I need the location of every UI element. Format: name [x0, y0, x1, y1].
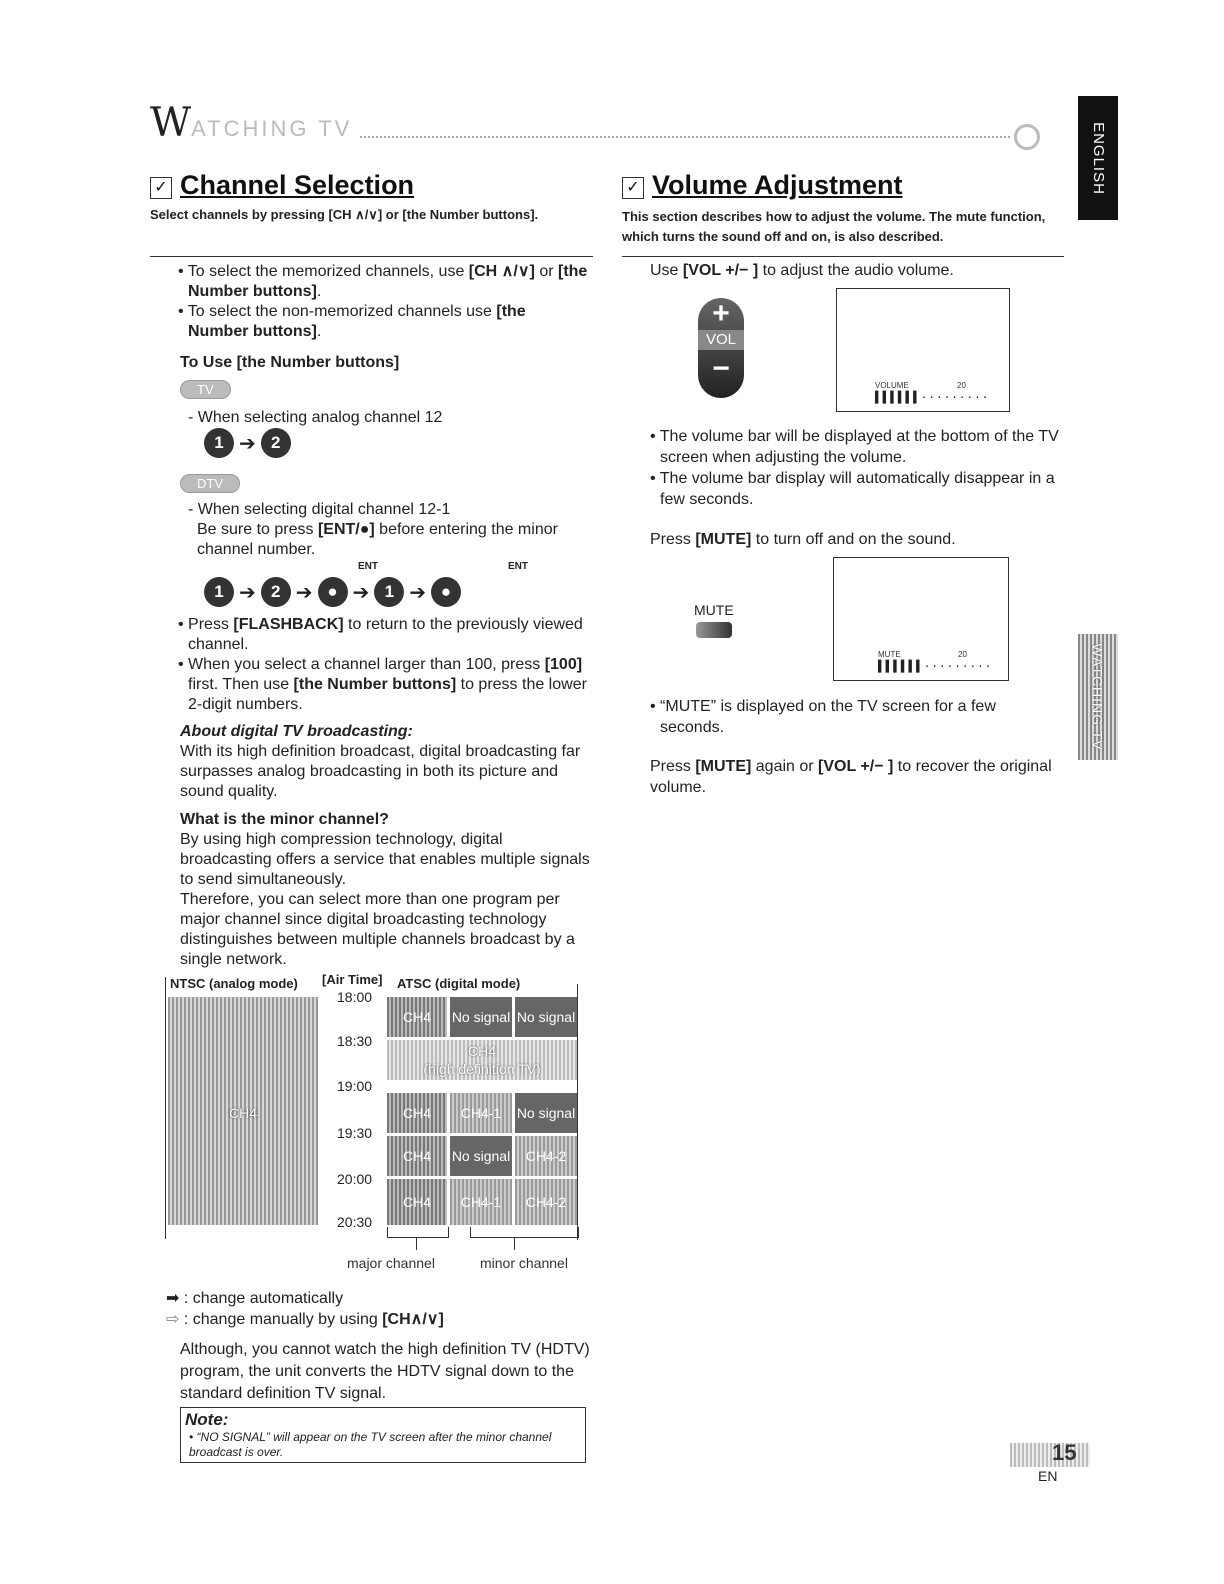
time-label: 20:00	[337, 1171, 373, 1187]
hollow-arrow-icon: ⇨	[166, 1311, 180, 1328]
hd-channel-label: CH4	[467, 1043, 496, 1059]
vol-plus-label: +	[712, 297, 730, 330]
time-label: 19:00	[337, 1078, 373, 1094]
recover-line: Press [MUTE] again or [VOL +/− ] to recover the original volume.	[650, 758, 1052, 796]
digital-row	[387, 1136, 577, 1176]
bullet-non-memorized: • To select the non-memorized channels use [the Number buttons].	[178, 303, 526, 340]
cell-no-signal: No signal	[515, 997, 577, 1037]
minor-channel	[180, 810, 590, 970]
note-title: Note:	[185, 1410, 229, 1429]
time-label: 20:30	[337, 1214, 373, 1230]
hd-description: (high definition TV)	[423, 1061, 541, 1077]
minor-bracket	[470, 1227, 579, 1238]
hdtv-text: Although, you cannot watch the high definition TV (HDTV) program, the unit converts the HDTV signal down to the standard definition TV signal.	[180, 1341, 590, 1402]
bullet-memorized: • To select the memorized channels, use [CH ∧/∨] or [the Number buttons].	[178, 263, 588, 300]
vol-minus-label: −	[712, 352, 730, 385]
solid-arrow-icon: ➡	[166, 1290, 180, 1307]
mute-osd-bar: ▌▌▌▌▌▌·········	[878, 660, 993, 673]
page-number: 15	[1052, 1440, 1077, 1465]
channel-bullets	[178, 262, 588, 342]
digital-instruction	[188, 500, 588, 560]
number-key-icon: 2	[261, 577, 291, 607]
page-title-rest: ATCHING TV	[191, 116, 353, 141]
digital-ent-note: Be sure to press [ENT/●] before entering the minor channel number.	[197, 521, 558, 558]
side-tab-english[interactable]	[1078, 96, 1118, 220]
minor-heading: What is the minor channel?	[180, 811, 389, 828]
mute-osd-label: MUTE	[878, 650, 901, 659]
minor-text-1: By using high compression technology, digital broadcasting offers a service that enables multiple signals to send simultaneously.	[180, 831, 590, 888]
ntsc-label: NTSC (analog mode)	[170, 976, 298, 991]
legend-auto: ➡ : change automatically	[166, 1290, 344, 1307]
bullet-volume-bar: • The volume bar will be displayed at the bottom of the TV screen when adjusting the volume.	[650, 428, 1059, 466]
cell-major: CH4	[387, 1093, 447, 1133]
cell-minor: CH4-2	[515, 1136, 577, 1176]
cell-no-signal: No signal	[450, 997, 512, 1037]
volume-heading-text: Volume Adjustment	[652, 170, 903, 200]
bullet-volume-disappear: • The volume bar display will automatically disappear in a few seconds.	[650, 470, 1055, 508]
checkbox-icon: ✓	[150, 177, 172, 199]
mute-button-label: MUTE	[694, 602, 734, 618]
arrow-icon: ➔	[239, 581, 256, 604]
cell-minor: CH4-1	[450, 1093, 512, 1133]
title-dotted-rule	[360, 136, 1010, 138]
volume-subtitle: This section describes how to adjust the volume. The mute function, which turns the sound off and on, is also described.	[622, 209, 1046, 244]
side-tab-english-label: ENGLISH	[1089, 121, 1107, 195]
checkbox-icon: ✓	[622, 177, 644, 199]
arrow-icon: ➔	[295, 581, 313, 604]
cell-major: CH4	[387, 1179, 447, 1225]
about-digital	[180, 722, 590, 802]
major-channel-label: major channel	[347, 1255, 435, 1271]
ent-label: ENT	[358, 561, 378, 572]
digital-row	[387, 1093, 577, 1133]
about-heading: About digital TV broadcasting:	[180, 723, 413, 740]
arrow-icon: ➔	[239, 432, 256, 455]
volume-bullets	[650, 426, 1064, 510]
digital-key-sequence	[204, 577, 461, 607]
mute-osd-screen	[833, 557, 1009, 681]
number-buttons-heading: To Use [the Number buttons]	[180, 354, 400, 371]
side-tab-watching-label: WATCHING TV	[1090, 643, 1106, 751]
volume-section-header	[622, 170, 1064, 247]
arrow-icon: ➔	[409, 581, 427, 604]
side-tab-watching[interactable]	[1078, 634, 1118, 760]
volume-divider	[622, 256, 1064, 257]
digital-row	[387, 1179, 577, 1225]
cell-minor: CH4-1	[450, 1179, 512, 1225]
cell-no-signal: No signal	[515, 1093, 577, 1133]
analog-key-sequence	[204, 428, 291, 458]
mute-button-icon	[696, 622, 732, 638]
channel-subtitle: Select channels by pressing [CH ∧/∨] or [the Number buttons].	[150, 207, 539, 222]
volume-osd-value: 20	[957, 381, 966, 390]
number-key-icon: 1	[204, 577, 234, 607]
hd-row	[387, 1040, 577, 1080]
number-key-icon: 1	[374, 577, 404, 607]
bullet-hundred: • When you select a channel larger than 100, press [100] first. Then use [the Number buttons] to press the lower 2-digit numbers.	[178, 656, 587, 713]
title-ring-icon	[1014, 124, 1040, 150]
volume-osd-screen	[836, 288, 1010, 412]
note-box	[180, 1407, 586, 1463]
channel-heading	[150, 170, 600, 201]
bullet-mute-display: • “MUTE” is displayed on the TV screen for a few seconds.	[650, 698, 996, 736]
ent-key-icon: ●	[318, 577, 348, 607]
time-label: 18:30	[337, 1033, 373, 1049]
page-title	[150, 100, 1050, 160]
analog-channel-label: CH4	[228, 1105, 257, 1121]
minor-channel-label: minor channel	[480, 1255, 568, 1271]
time-label: 19:30	[337, 1125, 373, 1141]
cell-no-signal: No signal	[450, 1136, 512, 1176]
about-text: With its high definition broadcast, digital broadcasting far surpasses analog broadcasting in both its picture and sound quality.	[180, 743, 581, 800]
note-text: • “NO SIGNAL” will appear on the TV screen after the minor channel broadcast is over.	[189, 1430, 552, 1459]
number-key-icon: 1	[204, 428, 234, 458]
time-label: 18:00	[337, 989, 373, 1005]
vol-label: VOL	[698, 330, 744, 350]
bullet-flashback: • Press [FLASHBACK] to return to the previously viewed channel.	[178, 616, 583, 653]
dtv-badge-label: DTV	[180, 474, 240, 493]
channel-heading-text: Channel Selection	[180, 170, 415, 200]
mute-osd-value: 20	[958, 650, 967, 659]
major-bracket	[387, 1227, 449, 1238]
volume-heading	[622, 170, 1064, 201]
volume-use-line: Use [VOL +/− ] to adjust the audio volume.	[650, 262, 954, 279]
cell-major: CH4	[387, 997, 447, 1037]
channel-diagram	[162, 972, 584, 1277]
digital-line: - When selecting digital channel 12-1	[188, 501, 451, 518]
channel-section-header	[150, 170, 600, 225]
vol-button-icon	[698, 298, 744, 398]
cell-major: CH4	[387, 1136, 447, 1176]
page-title-initial: W	[150, 100, 192, 146]
channel-divider	[150, 256, 593, 257]
airtime-label: [Air Time]	[322, 972, 383, 987]
analog-instruction: - When selecting analog channel 12	[188, 409, 443, 426]
digital-row	[387, 997, 577, 1037]
page-number-strip	[1010, 1443, 1090, 1467]
mute-line: Press [MUTE] to turn off and on the sound.	[650, 531, 956, 548]
cell-minor: CH4-2	[515, 1179, 577, 1225]
dtv-badge	[180, 474, 240, 493]
channel-bullets-2	[178, 615, 588, 715]
arrow-icon: ➔	[352, 581, 370, 604]
number-key-icon: 2	[261, 428, 291, 458]
volume-osd-bar: ▌▌▌▌▌▌·········	[875, 391, 990, 404]
tv-badge	[180, 380, 231, 399]
tv-badge-label: TV	[180, 380, 231, 399]
ent-label: ENT	[508, 561, 528, 572]
legend-manual: ⇨ : change manually by using [CH∧/∨]	[166, 1311, 444, 1328]
minor-text-2: Therefore, you can select more than one program per major channel since digital broadcasting technology distinguishes between multiple channels broadcast by a single network.	[180, 891, 575, 968]
analog-channel-block	[168, 997, 318, 1225]
ent-key-icon: ●	[431, 577, 461, 607]
page-language: EN	[1038, 1468, 1058, 1484]
volume-osd-label: VOLUME	[875, 381, 909, 390]
atsc-label: ATSC (digital mode)	[397, 976, 521, 991]
